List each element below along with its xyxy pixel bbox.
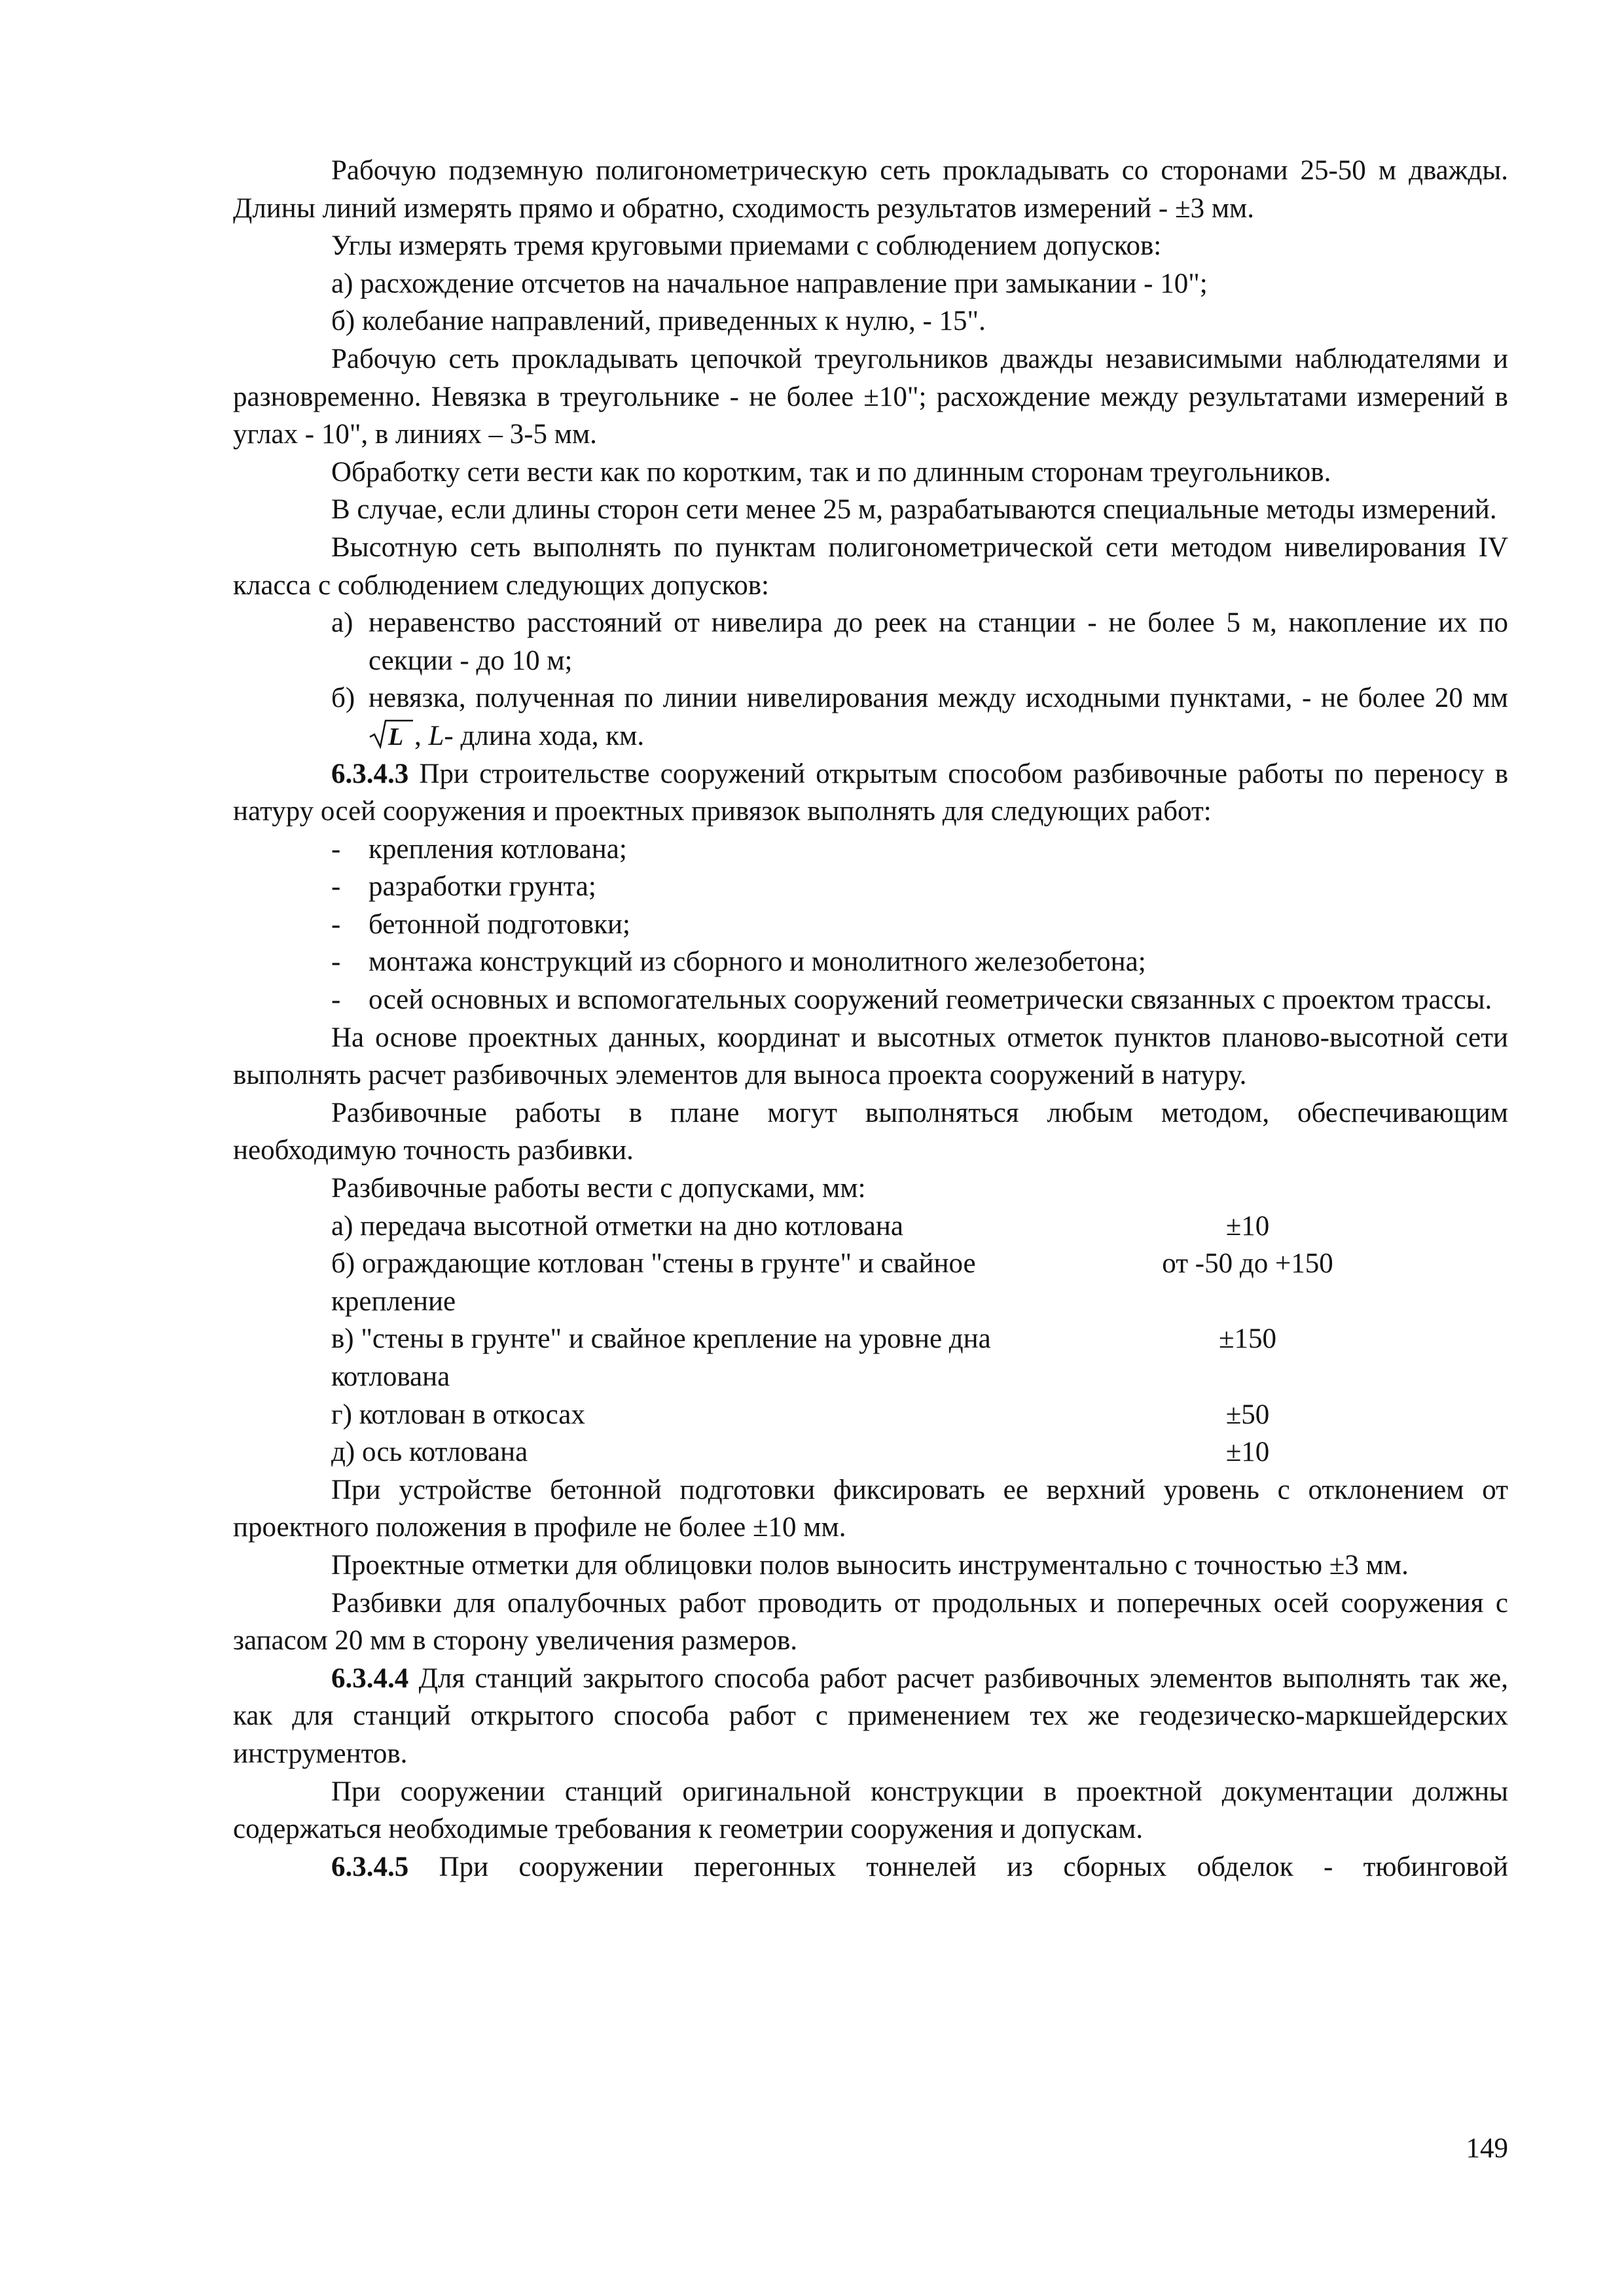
leveling-item-a [233,604,1508,679]
section-number: 6.3.4.4 [331,1662,409,1694]
paragraph-floor-marks: Проектные отметки для облицовки полов выносить инструментально с точностью ±3 мм. [331,1549,1409,1581]
tolerance-label: д) ось котлована [331,1437,528,1468]
paragraph-polygonometry: Рабочую подземную полигонометрическую сеть прокладывать со сторонами 25-50 м дважды. Длины линий измерять прямо и обратно, сходимость результатов измерений - ±3 мм. [233,155,1508,224]
paragraph-formwork: Разбивки для опалубочных работ проводить от продольных и поперечных осей сооружения с запасом 20 мм в сторону увеличения размеров. [233,1587,1508,1657]
tolerance-label: а) передача высотной отметки на дно котлована [331,1210,903,1242]
list-item [233,831,1508,869]
tolerance-value: ±10 [1225,1210,1270,1242]
paragraph-original-stations: При сооружении станций оригинальной конструкции в проектной документации должны содержаться необходимые требования к геометрии сооружения и допускам. [233,1776,1508,1845]
list-item-text: крепления котлована; [369,833,627,865]
leveling-item-a-text: неравенство расстояний от нивелира до реек на станции - не более 5 м, накопление их по секции - до 10 м; [369,607,1508,676]
page-body [233,152,1508,1886]
section-text: При строительстве сооружений открытым способом разбивочные работы по переносу в натуру осей сооружения и проектных привязок выполнять для следующих работ: [233,758,1508,827]
list-dash: - [331,871,341,903]
tolerance-value: от -50 до +150 [1162,1248,1333,1280]
tolerance-label: б) ограждающие котлован "стены в грунте" и свайное крепление [331,1248,976,1317]
list-item-text: монтажа конструкций из сборного и монолитного железобетона; [369,946,1146,978]
list-dash: - [331,946,341,978]
tolerance-row [233,1320,1508,1395]
paragraph-angles: Углы измерять тремя круговыми приемами с соблюдением допусков: [331,230,1162,262]
list-marker: а) [331,607,353,639]
tolerance-value: ±50 [1225,1399,1270,1430]
list-item-text: осей основных и вспомогательных сооружений геометрически связанных с проектом трассы. [369,984,1492,1016]
formula-variable-label: L [428,720,444,751]
paragraph-height-network: Высотную сеть выполнять по пунктам полигонометрической сети методом нивелирования IV класса с соблюдением следующих допусков: [233,531,1508,601]
formula-separator: , [414,720,422,751]
tolerance-value: ±10 [1225,1437,1270,1468]
leveling-item-b-tail: - длина хода, км. [444,720,645,751]
section-number: 6.3.4.3 [331,758,409,789]
tolerance-row [233,1433,1508,1471]
paragraph-tolerances-intro: Разбивочные работы вести с допусками, мм: [331,1173,866,1204]
list-item [233,906,1508,944]
section-text: Для станций закрытого способа работ расчет разбивочных элементов выполнять так же, как для станций открытого способа работ с применением тех же геодезическо-маркшейдерских инструментов. [233,1662,1509,1769]
list-item-text: разработки грунта; [369,871,596,903]
section-6-3-4-4 [233,1660,1508,1773]
page-number: 149 [1466,2133,1508,2164]
tolerance-item-b: б) колебание направлений, приведенных к нулю, - 15". [331,306,986,337]
list-item [233,943,1508,981]
paragraph-network-processing: Обработку сети вести как по коротким, так и по длинным сторонам треугольников. [331,456,1331,488]
tolerance-row [233,1396,1508,1434]
list-item [233,868,1508,906]
section-6-3-4-5 [233,1848,1508,1886]
section-6-3-4-3 [233,755,1508,831]
tolerance-label: г) котлован в откосах [331,1399,585,1430]
paragraph-design-data: На основе проектных данных, координат и высотных отметок пунктов планово-высотной сети выполнять расчет разбивочных элементов для выноса проекта сооружений в натуру. [233,1022,1508,1091]
section-text: При сооружении перегонных тоннелей из сборных обделок - тюбинговой [439,1851,1509,1882]
list-item-text: бетонной подготовки; [369,908,630,940]
list-dash: - [331,833,341,865]
paragraph-plan-methods: Разбивочные работы в плане могут выполняться любым методом, обеспечивающим необходимую точность разбивки. [233,1097,1508,1166]
list-dash: - [331,984,341,1016]
paragraph-concrete-prep: При устройстве бетонной подготовки фиксировать ее верхний уровень с отклонением от проектного положения в профиле не более ±10 мм. [233,1474,1508,1543]
list-dash: - [331,908,341,940]
tolerance-item-a: а) расхождение отсчетов на начальное направление при замыкании - 10"; [331,268,1208,299]
list-item [233,981,1508,1019]
tolerance-label: в) "стены в грунте" и свайное крепление на уровне дна котлована [331,1323,991,1392]
tolerance-row [233,1245,1508,1320]
leveling-item-b [233,679,1508,755]
paragraph-short-sides: В случае, если длины сторон сети менее 25 м, разрабатываются специальные методы измерений. [331,494,1497,526]
paragraph-triangle-chain: Рабочую сеть прокладывать цепочкой треугольников дважды независимыми наблюдателями и разновременно. Невязка в треугольнике - не более ±10"; расхождение между результатами измерений в углах - 10", в линиях – 3-5 мм. [233,343,1508,450]
formula-variable: L [388,723,404,749]
list-marker: б) [331,683,355,714]
tolerance-row [233,1208,1508,1246]
leveling-item-b-text: невязка, полученная по линии нивелирования между исходными пунктами, - не более 20 мм [369,683,1508,714]
square-root-formula [369,719,414,749]
section-number: 6.3.4.5 [331,1851,409,1882]
tolerance-value: ±150 [1218,1323,1277,1355]
